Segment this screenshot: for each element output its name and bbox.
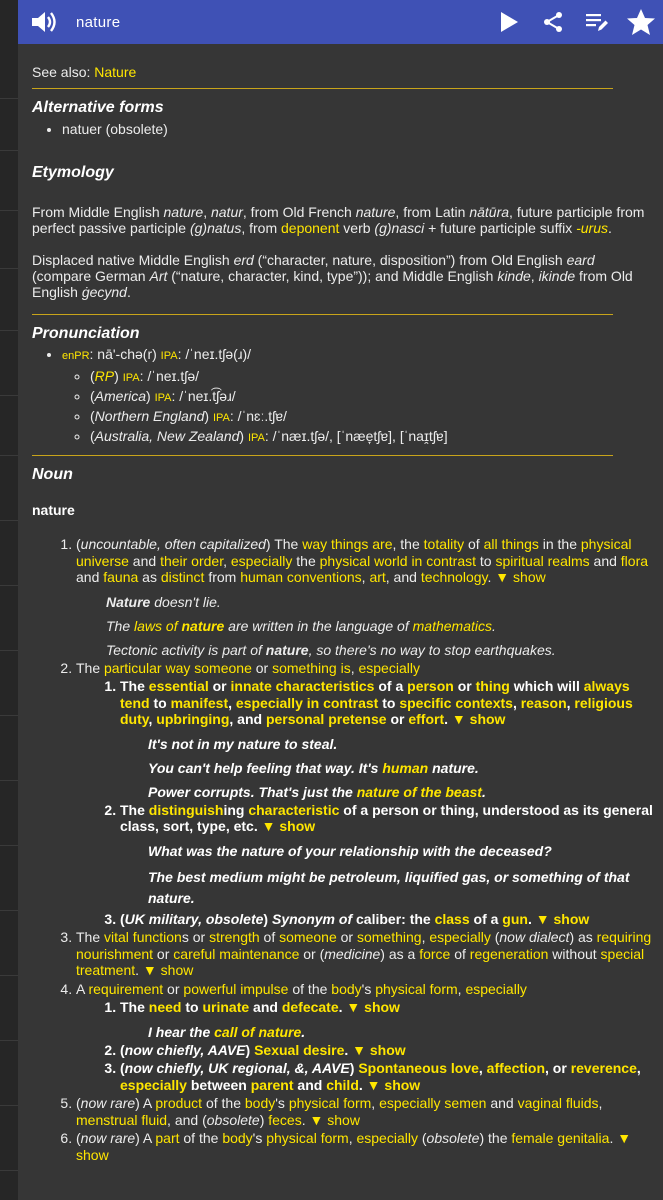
divider — [32, 88, 613, 89]
list-item: ◦ (Australia, New Zealand) IPA: /ˈnæɪ.tʃə/, [ˈnæe̞tʃɐ], [ˈnaɪ̯tʃɐ] — [90, 427, 663, 447]
definition-item: 1. The essential or innate characteristics of a person or thing which will always tend to manifest, especially in contrast to specific contexts, reason, religious duty, upbringing, and personal pretense or effort. ▼ show It's not in my nature to steal. You can't help feeling that way. It's human nature. Power corrupts. That's just the nature of the beast. — [120, 678, 663, 800]
show-toggle[interactable]: ▼ show — [451, 711, 506, 727]
definition-item: 1. The need to urinate and defecate. ▼ show I hear the call of nature. — [120, 999, 663, 1040]
definition-item: 2. The distinguishing characteristic of a person or thing, understood as its general class, sort, type, etc. ▼ show What was the nature of your relationship with the deceased? The best medium might be petroleum, liquified gas, or something of that nature. — [120, 802, 663, 909]
pronunciation-sublist — [62, 367, 663, 447]
list-item: ◦ (Northern England) IPA: /ˈnɛː.tʃɐ/ — [90, 407, 663, 427]
share-icon[interactable] — [531, 0, 575, 44]
example: I hear the call of nature. — [148, 1023, 306, 1040]
example: You can't help feeling that way. It's human nature. — [148, 759, 479, 776]
list-item: • enPR: nā'-chə(r) IPA: /ˈneɪ.tʃə(ɹ)/ ◦ (RP) IPA: /ˈneɪ.tʃə/ ◦ (America) IPA: /ˈneɪ.t͡ʃəɹ/ ◦ (Northern England) IPA: /ˈnɛː.tʃɐ/ ◦ (Australia, New Zealand) IPA: /ˈnæɪ.tʃə/, [ˈnæe̞tʃɐ], [ˈnaɪ̯tʃɐ] — [62, 346, 663, 447]
show-toggle[interactable]: ▼ show — [142, 962, 194, 978]
see-also-link[interactable]: Nature — [94, 64, 137, 80]
definition-item: 3. (UK military, obsolete) Synonym of caliber: the class of a gun. ▼ show — [120, 911, 663, 928]
list-item: ◦ (America) IPA: /ˈneɪ.t͡ʃəɹ/ — [90, 387, 663, 407]
section-heading-pronunciation: Pronunciation — [32, 325, 140, 342]
app-bar — [18, 0, 663, 44]
example: The best medium might be petroleum, liquified gas, or something of that nature. — [148, 868, 630, 906]
star-icon[interactable] — [619, 0, 663, 44]
definition-item: 5. (now rare) A product of the body's physical form, especially semen and vaginal fluids, menstrual fluid, and (obsolete) feces. ▼ show — [76, 1095, 663, 1128]
definition-item: 3. The vital functions or strength of someone or something, especially (now dialect) as requiring nourishment or careful maintenance or (medicine) as a force of regeneration without special treatment. ▼ show — [76, 929, 663, 979]
definition-item: 6. (now rare) A part of the body's physical form, especially (obsolete) the female genitalia. ▼ show — [76, 1130, 663, 1163]
page-title: nature — [76, 13, 121, 31]
divider — [32, 455, 613, 456]
definition-item: 3. (now chiefly, UK regional, &, AAVE) Spontaneous love, affection, or reverence, especially between parent and child. ▼ show — [120, 1060, 663, 1093]
pronunciation-list — [18, 346, 663, 447]
definition-item: 2. (now chiefly, AAVE) Sexual desire. ▼ show — [120, 1042, 663, 1059]
example: Tectonic activity is part of nature, so there's no way to stop earthquakes. — [106, 641, 556, 658]
divider — [32, 314, 613, 315]
left-gutter — [0, 0, 19, 1200]
definitions-list — [18, 536, 663, 1163]
list-item: • natuer (obsolete) — [62, 121, 663, 138]
speaker-icon[interactable] — [26, 4, 62, 40]
example: Power corrupts. That's just the nature of the beast. — [148, 783, 486, 800]
subdefinitions-list — [76, 999, 663, 1093]
section-heading-alternative-forms: Alternative forms — [32, 99, 164, 116]
definition-item: 4. A requirement or powerful impulse of the body's physical form, especially 1. The need to urinate and defecate. ▼ show I hear the call of nature. 2. (now chiefly, AAVE) Sexual desire. ▼ show 3. (now chiefly, UK regional, &, AAVE) Spontaneous love, affection, or reverence, especially between parent and child. ▼ show — [76, 981, 663, 1094]
show-toggle[interactable]: ▼ show — [535, 910, 590, 927]
see-also: See also: Nature — [32, 64, 137, 80]
show-toggle[interactable]: ▼ show — [352, 1041, 406, 1058]
show-toggle[interactable]: ▼ show — [76, 1130, 632, 1163]
edit-list-icon[interactable] — [575, 0, 619, 44]
example: The laws of nature are written in the language of mathematics. — [106, 617, 496, 634]
show-toggle[interactable]: ▼ show — [346, 999, 400, 1015]
headword: nature — [32, 502, 75, 518]
list-item: ◦ (RP) IPA: /ˈneɪ.tʃə/ — [90, 367, 663, 387]
etymology-paragraph-2: Displaced native Middle English erd (“character, nature, disposition”) from Old English eard (compare German Art (“nature, character, kind, type”)); and Middle English kinde, ikinde from Old English ġecynd. — [32, 252, 633, 300]
definition-item: 2. The particular way someone or something is, especially 1. The essential or innate characteristics of a person or thing which will always tend to manifest, especially in contrast to specific contexts, reason, religious duty, upbringing, and personal pretense or effort. ▼ show It's not in my nature to steal. You can't help feeling that way. It's human nature. Power corrupts. That's just the nature of the beast. 2. The distinguishing characteristic of a person or thing, understood as its general class, sort, type, etc. ▼ show What was the nature of your relationship with the deceased? The best medium might be petroleum, liquified gas, or something of that nature. 3. (UK military, obsolete) Synonym of caliber: the class of a gun. ▼ show — [76, 660, 663, 928]
section-heading-noun: Noun — [32, 466, 73, 483]
subdefinitions-list — [76, 678, 663, 927]
show-toggle[interactable]: ▼ show — [309, 1111, 360, 1128]
show-toggle[interactable]: ▼ show — [366, 1076, 421, 1093]
section-heading-etymology: Etymology — [32, 164, 114, 181]
example: What was the nature of your relationship with the deceased? — [148, 842, 552, 859]
show-toggle[interactable]: ▼ show — [495, 569, 546, 585]
alt-forms-list — [18, 121, 663, 138]
example: Nature doesn't lie. — [106, 593, 221, 610]
etymology-paragraph: From Middle English nature, natur, from Old French nature, from Latin nātūra, future participle from perfect passive participle (g)natus, from deponent verb (g)nasci + future participle suffix -urus. — [32, 204, 645, 236]
definition-item: 1. (uncountable, often capitalized) The way things are, the totality of all things in the physical universe and their order, especially the physical world in contrast to spiritual realms and flora and fauna as distinct from human conventions, art, and technology. ▼ show Nature doesn't lie. The laws of nature are written in the language of mathematics. Tectonic activity is part of nature, so there's no way to stop earthquakes. — [76, 536, 663, 658]
example: It's not in my nature to steal. — [148, 735, 338, 752]
article-content — [18, 44, 663, 1200]
play-icon[interactable] — [487, 0, 531, 44]
show-toggle[interactable]: ▼ show — [261, 818, 316, 834]
